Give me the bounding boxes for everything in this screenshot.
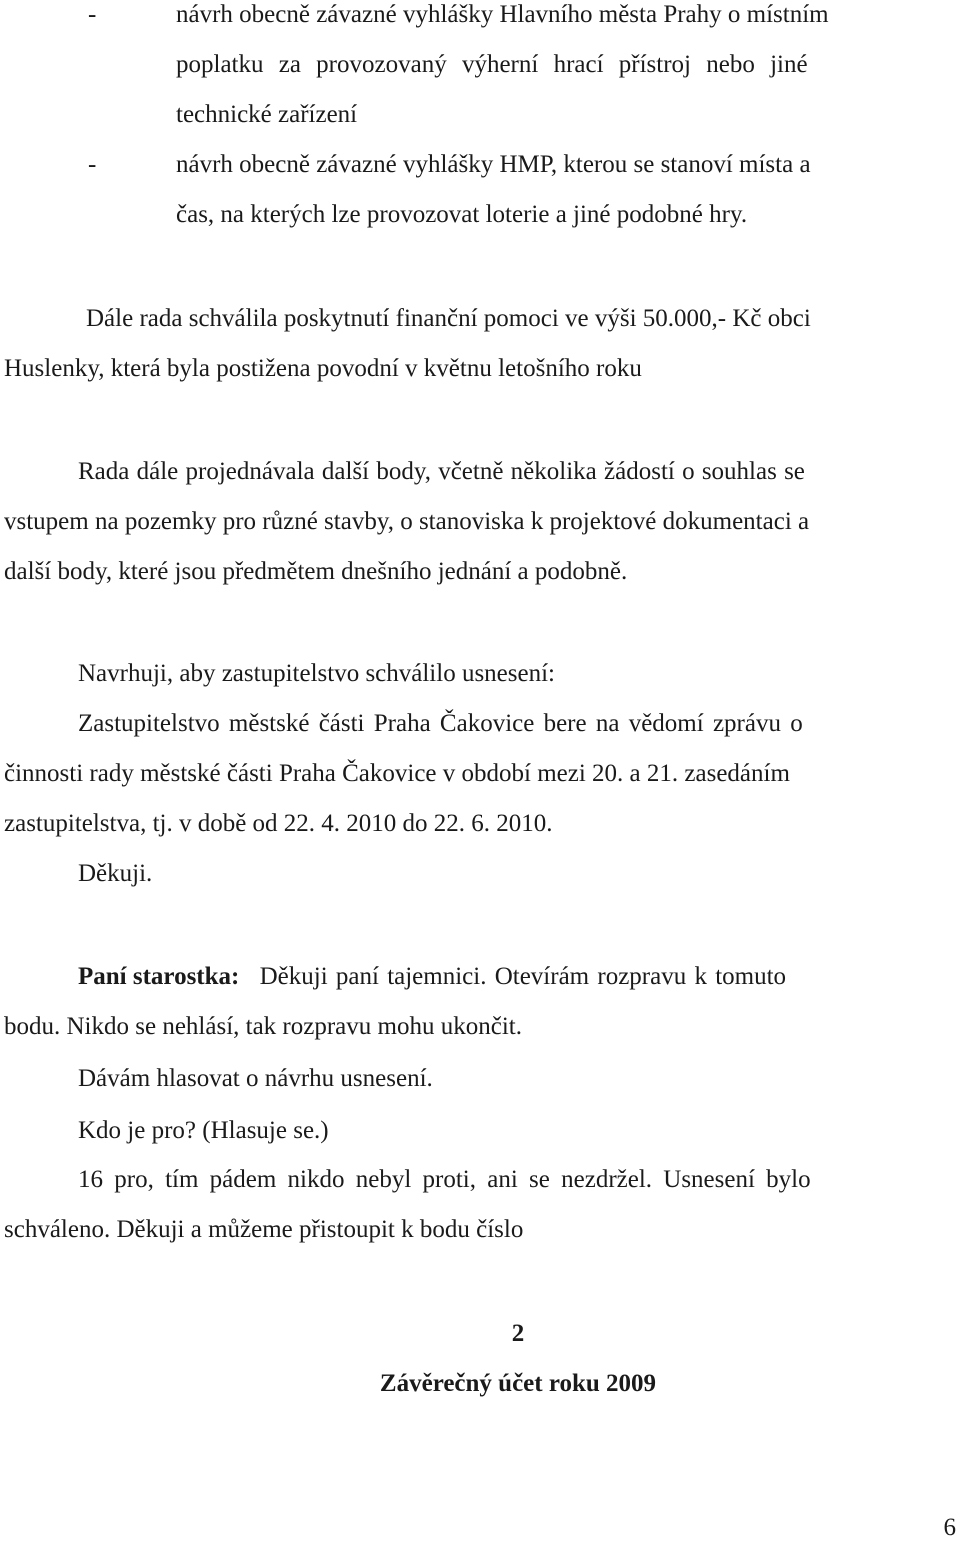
list-item-line: návrh obecně závazné vyhlášky Hlavního města Prahy o místním: [176, 1, 829, 28]
mayor-first-line: [78, 962, 786, 992]
page-number: 6: [943, 1514, 956, 1541]
list-marker: -: [88, 1, 97, 28]
paragraph-line: vstupem na pozemky pro různé stavby, o stanoviska k projektové dokumentaci a: [4, 508, 810, 535]
list-item-line: čas, na kterých lze provozovat loterie a jiné podobné hry.: [176, 201, 748, 228]
paragraph-line: Huslenky, která byla postižena povodní v květnu letošního roku: [4, 355, 642, 382]
speaker-name: Paní starostka:: [78, 963, 240, 990]
mayor-first-line-text: Děkuji paní tajemnici. Otevírám rozpravu k tomuto: [259, 963, 787, 990]
agenda-item-number: 2: [511, 1320, 525, 1347]
paragraph-line: Rada dále projednávala další body, včetně několika žádostí o souhlas se: [78, 458, 805, 485]
list-item-line: technické zařízení: [176, 101, 358, 128]
list-item-line: poplatku za provozovaný výherní hrací přístroj nebo jiné: [176, 51, 808, 78]
list-marker: -: [88, 151, 97, 178]
mayor-second-line: bodu. Nikdo se nehlásí, tak rozpravu mohu ukončit.: [4, 1013, 522, 1040]
paragraph-line: další body, které jsou předmětem dnešního jednání a podobně.: [4, 558, 628, 585]
vote-call: Dávám hlasovat o návrhu usnesení.: [78, 1065, 433, 1092]
list-item-line: návrh obecně závazné vyhlášky HMP, kterou se stanoví místa a: [176, 151, 811, 178]
resolution-line: činnosti rady městské části Praha Čakovice v období mezi 20. a 21. zasedáním: [4, 760, 790, 787]
resolution-line: Zastupitelstvo městské části Praha Čakovice bere na vědomí zprávu o: [78, 710, 803, 737]
vote-result-line: 16 pro, tím pádem nikdo nebyl proti, ani se nezdržel. Usnesení bylo: [78, 1166, 811, 1193]
proposal-intro: Navrhuji, aby zastupitelstvo schválilo usnesení:: [78, 660, 555, 687]
resolution-line: zastupitelstva, tj. v době od 22. 4. 2010 do 22. 6. 2010.: [4, 810, 553, 837]
thanks-text: Děkuji.: [78, 860, 153, 887]
vote-result-line: schváleno. Děkuji a můžeme přistoupit k bodu číslo: [4, 1216, 524, 1243]
agenda-item-title: Závěrečný účet roku 2009: [379, 1370, 657, 1397]
paragraph-line: Dále rada schválila poskytnutí finanční pomoci ve výši 50.000,- Kč obci: [86, 305, 811, 332]
who-for: Kdo je pro? (Hlasuje se.): [78, 1117, 329, 1144]
